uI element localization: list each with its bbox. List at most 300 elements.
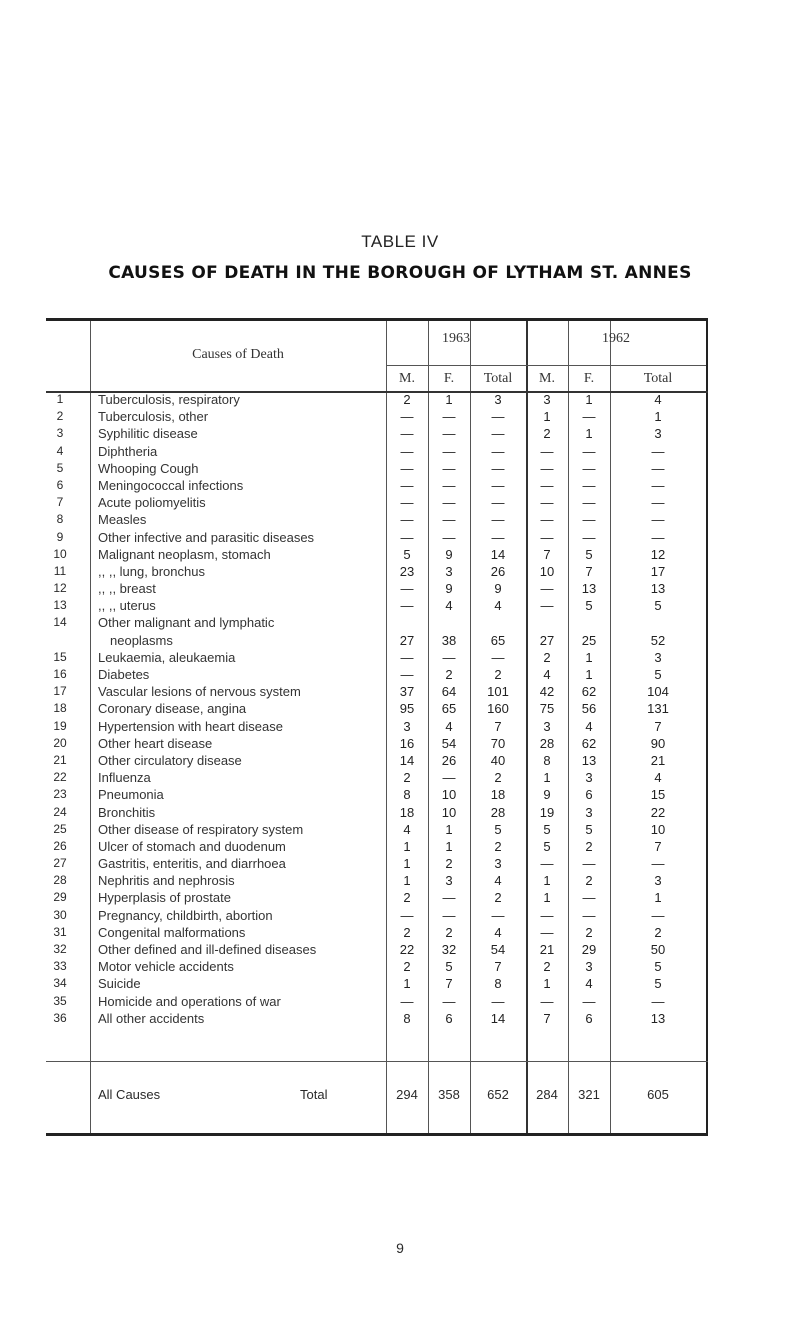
row-number: 6 (56, 477, 64, 492)
cell-f-1962: 62 (581, 684, 597, 700)
cell-total-1963: — (491, 649, 505, 665)
row-cause: Other infective and parasitic diseases (98, 529, 315, 545)
table-row (46, 425, 708, 442)
cell-m-1962: 19 (539, 804, 555, 820)
cell-total-1963: — (491, 907, 505, 923)
cell-m-1962: — (540, 477, 554, 493)
row-number: 9 (56, 529, 64, 544)
cell-total-1963: 7 (494, 959, 502, 975)
table-row (46, 924, 708, 941)
row-number: 28 (53, 873, 67, 888)
row-number: 29 (53, 890, 67, 905)
row-cause: Influenza (98, 770, 151, 786)
cell-f-1963: 2 (445, 924, 453, 940)
cell-f-1963: — (442, 477, 456, 493)
cell-total-1963: — (491, 477, 505, 493)
cell-m-1962: 9 (543, 787, 551, 803)
header-total-1962: Total (643, 371, 673, 386)
header-total-1963: Total (483, 371, 513, 386)
cell-m-1962: 1 (543, 976, 551, 992)
row-number: 7 (56, 495, 64, 510)
table-row (46, 752, 708, 769)
cell-f-1962: — (582, 993, 596, 1009)
table-row (46, 649, 708, 666)
cell-m-1962: 75 (539, 701, 555, 717)
cell-total-1963: — (491, 426, 505, 442)
table-row (46, 786, 708, 803)
cell-f-1963: 26 (441, 752, 457, 768)
row-cause: Meningococcal infections (98, 477, 244, 493)
cell-total-1962: 1 (654, 409, 662, 425)
table-row (46, 408, 708, 425)
cell-m-1963: 2 (403, 924, 411, 940)
cell-total-1963: 2 (494, 770, 502, 786)
row-number: 23 (53, 787, 67, 802)
table-row (46, 941, 708, 958)
row-number: 17 (53, 684, 67, 699)
header-m-1963: M. (399, 371, 415, 386)
cell-f-1962: 2 (585, 924, 593, 940)
cell-f-1963: — (442, 460, 456, 476)
cell-f-1962: — (582, 890, 596, 906)
cell-total-1963: — (491, 993, 505, 1009)
cell-m-1962: 3 (543, 392, 551, 407)
cell-f-1963: — (442, 512, 456, 528)
cell-total-1962: 5 (654, 667, 662, 683)
table-row (46, 477, 708, 494)
cell-total-1963: 160 (487, 701, 509, 717)
table-row (46, 683, 708, 700)
cell-f-1963: 4 (445, 718, 453, 734)
cell-f-1962: 13 (581, 581, 597, 597)
cell-total-1962: 4 (654, 392, 662, 407)
cell-total-1963: 8 (494, 976, 502, 992)
row-cause: Other disease of respiratory system (98, 821, 304, 837)
table-row (46, 563, 708, 580)
cell-total-1963: 26 (490, 563, 506, 579)
cell-f-1962: 1 (585, 392, 593, 407)
cell-f-1962: — (582, 460, 596, 476)
cell-total-1963: 2 (494, 838, 502, 854)
cell-m-1962: 7 (543, 546, 551, 562)
total-total-1962: 605 (647, 1087, 669, 1102)
total-f-1962: 321 (578, 1087, 600, 1102)
cell-total-1962: — (651, 512, 665, 528)
table-title: TABLE IV (361, 232, 439, 251)
cell-total-1963: 2 (494, 667, 502, 683)
table-row (46, 529, 708, 546)
row-cause: Hyperplasis of prostate (98, 890, 231, 906)
cell-m-1963: — (400, 460, 414, 476)
cell-m-1963: 3 (403, 718, 411, 734)
table-row (46, 597, 708, 614)
cell-total-1963: 28 (490, 804, 506, 820)
cell-f-1962: 4 (585, 718, 593, 734)
cell-total-1963: 3 (494, 856, 502, 872)
row-number: 2 (56, 409, 64, 424)
table-row (46, 700, 708, 717)
cell-total-1962: 13 (650, 581, 666, 597)
cell-m-1963: — (400, 495, 414, 511)
cell-m-1963: 27 (399, 632, 415, 648)
row-cause: Other defined and ill-defined diseases (98, 942, 317, 958)
cell-f-1962: 5 (585, 821, 593, 837)
table-row (46, 872, 708, 889)
row-number: 19 (53, 718, 67, 733)
cell-m-1962: — (540, 907, 554, 923)
cell-m-1963: 23 (399, 563, 415, 579)
row-cause: Pregnancy, childbirth, abortion (98, 907, 273, 923)
total-label: All Causes (98, 1087, 161, 1102)
cell-total-1962: 22 (650, 804, 666, 820)
cell-f-1963: 38 (441, 632, 457, 648)
cell-total-1962: 1 (654, 890, 662, 906)
table-row (46, 821, 708, 838)
cell-total-1962: — (651, 495, 665, 511)
cell-f-1963: 4 (445, 598, 453, 614)
row-number: 4 (56, 443, 64, 458)
cell-m-1963: 2 (403, 890, 411, 906)
cell-m-1963: 4 (403, 821, 411, 837)
table-row (46, 666, 708, 683)
cell-m-1963: 14 (399, 752, 415, 768)
table-row (46, 614, 708, 648)
cell-m-1962: 1 (543, 890, 551, 906)
cell-f-1963: 1 (445, 392, 453, 407)
row-number: 5 (56, 460, 64, 475)
cell-m-1962: — (540, 529, 554, 545)
row-number: 33 (53, 959, 67, 974)
causes-of-death-table (46, 318, 708, 1136)
row-number: 1 (56, 392, 64, 406)
row-cause: Tuberculosis, respiratory (98, 392, 240, 407)
cell-f-1962: 56 (581, 701, 597, 717)
cell-m-1963: 1 (403, 856, 411, 872)
cell-f-1962: — (582, 856, 596, 872)
row-cause: Motor vehicle accidents (98, 959, 234, 975)
cell-total-1962: — (651, 477, 665, 493)
row-cause: Whooping Cough (98, 460, 199, 476)
row-number: 13 (53, 598, 67, 613)
header-f-1963: F. (443, 371, 455, 386)
total-m-1962: 284 (536, 1087, 558, 1102)
row-cause: Bronchitis (98, 804, 156, 820)
cell-m-1963: 1 (403, 838, 411, 854)
cell-total-1963: — (491, 460, 505, 476)
cell-m-1962: — (540, 993, 554, 1009)
row-cause: ,, ,, lung, bronchus (98, 563, 205, 579)
cell-f-1963: — (442, 890, 456, 906)
cell-total-1962: — (651, 993, 665, 1009)
cell-m-1962: — (540, 598, 554, 614)
cell-f-1963: 6 (445, 1010, 453, 1026)
cell-f-1963: 10 (441, 787, 457, 803)
header-causes: Causes of Death (192, 347, 284, 362)
cell-total-1962: — (651, 443, 665, 459)
row-number: 15 (53, 649, 67, 664)
cell-total-1963: — (491, 409, 505, 425)
cell-total-1962: 4 (654, 770, 662, 786)
cell-total-1962: 12 (650, 546, 666, 562)
row-number: 22 (53, 770, 67, 785)
cell-f-1963: — (442, 770, 456, 786)
row-cause: Gastritis, enteritis, and diarrhoea (98, 856, 286, 872)
cell-m-1962: 1 (543, 873, 551, 889)
cell-m-1962: 2 (543, 426, 551, 442)
cell-total-1962: — (651, 907, 665, 923)
table-row (46, 494, 708, 511)
row-number: 20 (53, 735, 67, 750)
cell-m-1963: — (400, 443, 414, 459)
cell-total-1963: 4 (494, 924, 502, 940)
cell-f-1963: 1 (445, 821, 453, 837)
cell-f-1962: 5 (585, 546, 593, 562)
cell-m-1962: 4 (543, 667, 551, 683)
cell-f-1963: 1 (445, 838, 453, 854)
row-number: 21 (53, 752, 67, 767)
cell-m-1963: 18 (399, 804, 415, 820)
row-number: 12 (53, 581, 67, 596)
row-number: 30 (53, 907, 67, 922)
cell-total-1962: 90 (650, 735, 666, 751)
cell-f-1962: — (582, 443, 596, 459)
cell-total-1963: — (491, 443, 505, 459)
cell-m-1963: — (400, 426, 414, 442)
cell-total-1962: — (651, 529, 665, 545)
cell-total-1963: 70 (490, 735, 506, 751)
row-cause: ,, ,, breast (98, 581, 156, 597)
table-row (46, 1010, 708, 1027)
cell-total-1963: 65 (490, 632, 506, 648)
cell-f-1963: — (442, 907, 456, 923)
cell-f-1963: 3 (445, 563, 453, 579)
cell-m-1963: 1 (403, 976, 411, 992)
cell-f-1962: — (582, 529, 596, 545)
cell-m-1963: — (400, 529, 414, 545)
row-number: 35 (53, 993, 67, 1008)
total-m-1963: 294 (396, 1087, 418, 1102)
total-f-1963: 358 (438, 1087, 460, 1102)
cell-total-1963: 101 (487, 684, 509, 700)
header-year-1962: 1962 (602, 331, 630, 346)
cell-f-1962: 13 (581, 752, 597, 768)
cell-f-1963: — (442, 495, 456, 511)
cell-total-1963: 4 (494, 873, 502, 889)
cell-total-1962: 5 (654, 959, 662, 975)
cell-m-1962: 3 (543, 718, 551, 734)
cell-total-1963: 40 (490, 752, 506, 768)
cell-m-1962: — (540, 581, 554, 597)
table-row (46, 804, 708, 821)
table-row (46, 580, 708, 597)
cell-m-1962: 2 (543, 959, 551, 975)
cell-f-1962: 1 (585, 649, 593, 665)
cell-m-1963: 2 (403, 770, 411, 786)
cell-total-1962: 10 (650, 821, 666, 837)
table-row (46, 993, 708, 1010)
cell-total-1962: 15 (650, 787, 666, 803)
cell-f-1962: 4 (585, 976, 593, 992)
cell-f-1963: — (442, 993, 456, 1009)
cell-f-1963: 10 (441, 804, 457, 820)
cell-total-1962: 3 (654, 873, 662, 889)
cell-m-1963: — (400, 512, 414, 528)
table-row (46, 889, 708, 906)
cell-m-1963: 5 (403, 546, 411, 562)
header-year-1963: 1963 (442, 331, 470, 346)
row-cause: Syphilitic disease (98, 426, 198, 442)
cell-m-1962: 8 (543, 752, 551, 768)
cell-m-1963: 95 (399, 701, 415, 717)
cell-m-1963: 1 (403, 873, 411, 889)
row-cause: Other malignant and lymphatic (98, 615, 275, 631)
cell-m-1962: 7 (543, 1010, 551, 1026)
cell-total-1963: 54 (490, 942, 506, 958)
row-cause: Diphtheria (98, 443, 158, 459)
cell-m-1962: — (540, 924, 554, 940)
total-total-1963: 652 (487, 1087, 509, 1102)
cell-f-1962: 2 (585, 838, 593, 854)
row-cause: Ulcer of stomach and duodenum (98, 838, 286, 854)
cell-f-1963: 9 (445, 581, 453, 597)
row-cause: Leukaemia, aleukaemia (98, 649, 236, 665)
header-f-1962: F. (583, 371, 595, 386)
row-cause: Acute poliomyelitis (98, 495, 206, 511)
cell-total-1963: 3 (494, 392, 502, 407)
cell-f-1962: 1 (585, 667, 593, 683)
cell-total-1962: 3 (654, 649, 662, 665)
row-cause-continued: neoplasms (110, 632, 173, 648)
row-cause: Malignant neoplasm, stomach (98, 546, 271, 562)
row-number: 26 (53, 838, 67, 853)
cell-total-1963: — (491, 495, 505, 511)
total-label-2: Total (300, 1087, 328, 1102)
cell-total-1962: — (651, 856, 665, 872)
page-number: 9 (396, 1240, 404, 1256)
cell-total-1963: 18 (490, 787, 506, 803)
row-cause: Other heart disease (98, 735, 213, 751)
cell-total-1962: 131 (647, 701, 669, 717)
cell-f-1963: 64 (441, 684, 457, 700)
row-number: 14 (53, 615, 67, 630)
cell-f-1963: — (442, 649, 456, 665)
cell-total-1963: 5 (494, 821, 502, 837)
cell-f-1963: — (442, 409, 456, 425)
cell-m-1963: — (400, 409, 414, 425)
row-cause: Vascular lesions of nervous system (98, 684, 301, 700)
cell-f-1962: — (582, 477, 596, 493)
cell-m-1962: 5 (543, 838, 551, 854)
cell-total-1963: 4 (494, 598, 502, 614)
cell-total-1962: 3 (654, 426, 662, 442)
total-row (46, 1069, 708, 1129)
cell-f-1963: 9 (445, 546, 453, 562)
row-number: 3 (56, 426, 64, 441)
cell-m-1963: 16 (399, 735, 415, 751)
cell-m-1963: — (400, 649, 414, 665)
cell-total-1963: 14 (490, 546, 506, 562)
cell-total-1962: 5 (654, 976, 662, 992)
table-row (46, 511, 708, 528)
table-subtitle: CAUSES OF DEATH IN THE BOROUGH OF LYTHAM ST. ANNES (108, 263, 692, 283)
row-cause: Pneumonia (98, 787, 164, 803)
cell-m-1963: 2 (403, 392, 411, 407)
cell-f-1963: 2 (445, 667, 453, 683)
cell-m-1962: 27 (539, 632, 555, 648)
row-number: 25 (53, 821, 67, 836)
cell-f-1963: 32 (441, 942, 457, 958)
cell-total-1963: — (491, 512, 505, 528)
cell-m-1963: — (400, 598, 414, 614)
cell-m-1962: 42 (539, 684, 555, 700)
row-cause: Hypertension with heart disease (98, 718, 283, 734)
cell-f-1963: 65 (441, 701, 457, 717)
row-number: 27 (53, 856, 67, 871)
cell-m-1963: — (400, 667, 414, 683)
cell-total-1962: 50 (650, 942, 666, 958)
row-number: 16 (53, 667, 67, 682)
cell-m-1962: — (540, 856, 554, 872)
table-row (46, 907, 708, 924)
cell-f-1962: 3 (585, 804, 593, 820)
cell-total-1962: — (651, 460, 665, 476)
cell-total-1963: 7 (494, 718, 502, 734)
cell-f-1963: — (442, 426, 456, 442)
header-m-1962: M. (539, 371, 555, 386)
cell-f-1962: 6 (585, 1010, 593, 1026)
row-number: 31 (53, 924, 67, 939)
cell-total-1962: 17 (650, 563, 666, 579)
cell-m-1962: 10 (539, 563, 555, 579)
cell-f-1962: 7 (585, 563, 593, 579)
cell-total-1962: 52 (650, 632, 666, 648)
cell-f-1962: — (582, 495, 596, 511)
cell-total-1962: 13 (650, 1010, 666, 1026)
row-number: 32 (53, 942, 67, 957)
table-row (46, 735, 708, 752)
table-row (46, 460, 708, 477)
cell-total-1962: 5 (654, 598, 662, 614)
cell-f-1962: 6 (585, 787, 593, 803)
row-cause: Measles (98, 512, 147, 528)
cell-m-1963: — (400, 907, 414, 923)
cell-total-1962: 21 (650, 752, 666, 768)
row-cause: Homicide and operations of war (98, 993, 281, 1009)
row-cause: Tuberculosis, other (98, 409, 209, 425)
cell-m-1963: — (400, 477, 414, 493)
table-row (46, 838, 708, 855)
cell-m-1962: — (540, 460, 554, 476)
row-cause: Congenital malformations (98, 924, 246, 940)
table-row (46, 769, 708, 786)
cell-f-1962: — (582, 512, 596, 528)
table-body (46, 391, 708, 1027)
table-row (46, 546, 708, 563)
row-number: 11 (53, 563, 67, 578)
cell-total-1963: — (491, 529, 505, 545)
cell-f-1962: 29 (581, 942, 597, 958)
cell-m-1963: 37 (399, 684, 415, 700)
row-cause: Nephritis and nephrosis (98, 873, 235, 889)
cell-f-1963: 54 (441, 735, 457, 751)
cell-f-1962: 62 (581, 735, 597, 751)
cell-m-1962: 1 (543, 770, 551, 786)
cell-total-1962: 2 (654, 924, 662, 940)
row-cause: Diabetes (98, 667, 150, 683)
table-row (46, 975, 708, 992)
cell-m-1963: 8 (403, 787, 411, 803)
cell-total-1962: 104 (647, 684, 669, 700)
